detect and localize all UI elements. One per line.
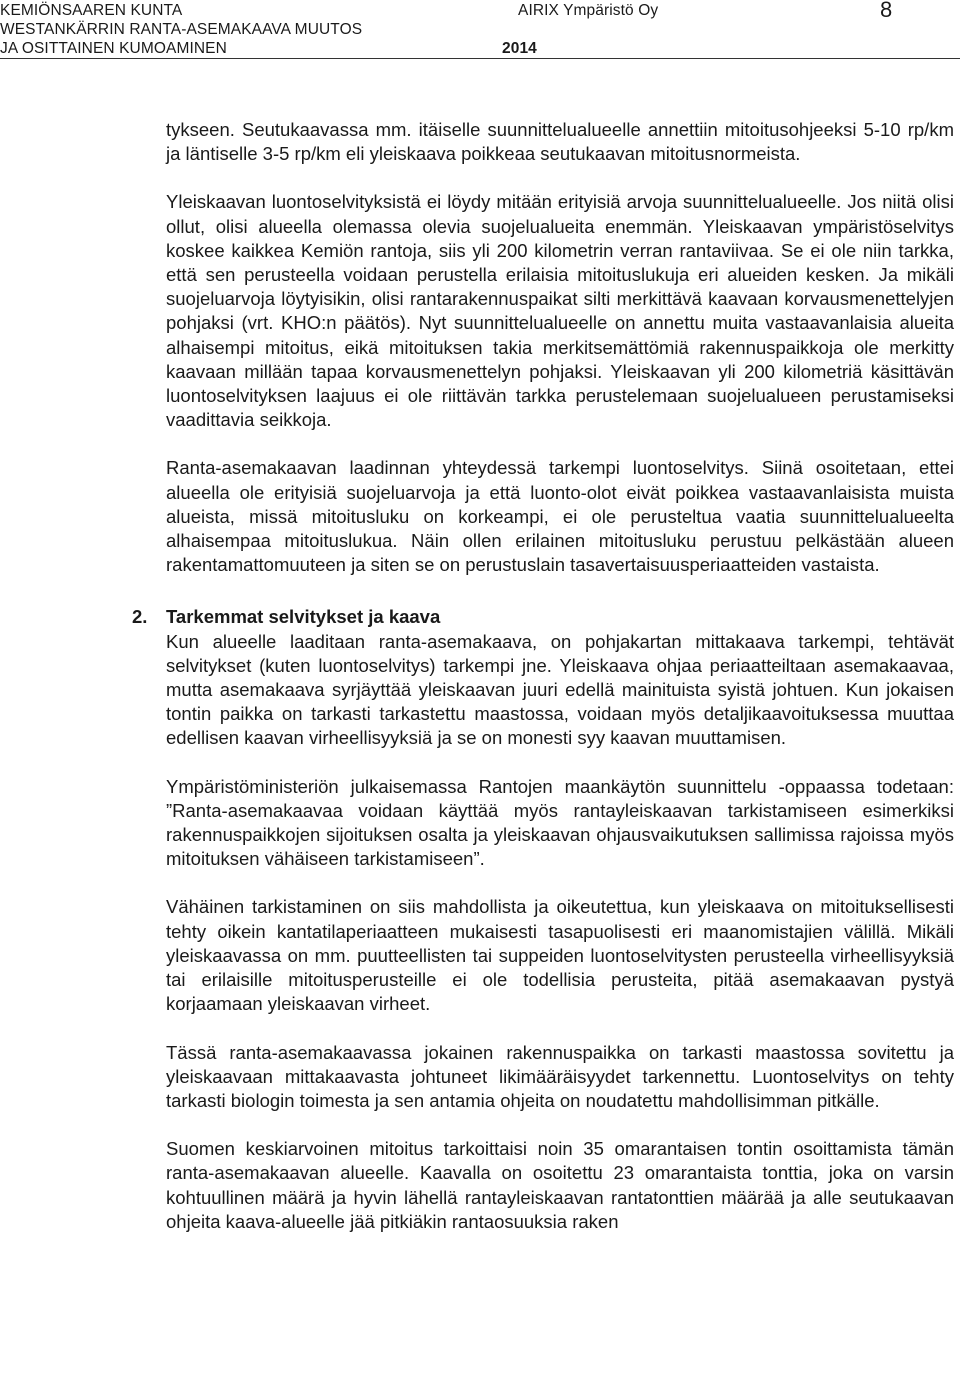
page-number: 8 <box>880 0 893 22</box>
body-paragraph: Yleiskaavan luontoselvityksistä ei löydy mitään erityisiä arvoja suunnittelualueelle. Jos niitä olisi ollut, olisi alueella olemassa olevia suojelualueita enemmän. Yleiskaavan ympäristöselvitys koskee kaikkea Kemiön rantoja, siis yli 200 kilometrin verran rantaviivaa. Se ei ole niin tarkka, että sen perusteella voidaan perustella erilaisia mitoituslukuja eri alueiden kesken. Ja mikäli suojeluarvoja löytyisikin, olisi rantarakennuspaikat silti merkittävä kaavaan korvausmenettelyjen pohjaksi (vrt. KHO:n päätös). Nyt suunnittelualueelle on annettu muita vastaavanlaisia alueita alhaisempi mitoitus, eikä mitoituksen takia merkitsemättömiä rakennuspaikkoja ole merkitty kaavaan millään tapaa korvausmenettelyn pohjaksi. Yleiskaavan yli 200 kilometriä käsittävän luontoselvityksen laajuus ei ole riittävän tarkka perustelemaan suojelualueen perustamiseksi vaadittavia seikkoja. <box>166 191 954 431</box>
body-paragraph: tykseen. Seutukaavassa mm. itäiselle suunnittelualueelle annettiin mitoitusohjeeksi 5-10 rp/km ja läntiselle 3-5 rp/km eli yleiskaava poikkeaa seutukaavan mitoitusnormeista. <box>166 119 954 165</box>
section-number: 2. <box>132 606 148 628</box>
municipality-name: KEMIÖNSAAREN KUNTA <box>0 2 183 19</box>
document-year: 2014 <box>502 40 537 57</box>
page-header <box>0 0 960 60</box>
section-paragraph: Ympäristöministeriön julkaisemassa Rantojen maankäytön suunnittelu -oppaassa todetaan: ”Ranta-asemakaavaa voidaan käyttää myös rantayleiskaavan tarkistamiseen esimerkiksi rakennuspaikkojen sijoituksen osalta ja yleiskaavan ohjausvaikutuksen sallimissa rajoissa myös mitoituksen vähäiseen tarkistamiseen”. <box>166 775 954 870</box>
consultant-name: AIRIX Ympäristö Oy <box>518 2 659 19</box>
body-paragraph: Ranta-asemakaavan laadinnan yhteydessä tarkempi luontoselvitys. Siinä osoitetaan, ettei alueella ole erityisiä suojeluarvoja ja että luonto-olot eivät poikkea vastaavanlaisista muista alueista, missä mitoitusluku on korkeampi, ei ole perusteltua vaatia suunnittelualueelta alhaisempaa mitoituslukua. Näin ollen erilainen mitoitusluku perustuu pelkästään alueen rakentamattomuuteen ja siten se on perustuslain tasavertaisuusperiaatteiden vastaista. <box>166 457 954 576</box>
section-paragraph: Vähäinen tarkistaminen on siis mahdollista ja oikeutettua, kun yleiskaava on mitoituksellisesti tehty oikein kantatilaperiaatteen mukaisesti tasapuolisesti eri maanomistajien välillä. Mikäli yleiskaavassa on mm. puutteellisten tai suppeiden luontoselvitysten perusteella virheellisyyksiä tai erilaisille mitoitusperusteille ei ole todellisia perusteita, pitää asemakaavan pystyä korjaamaan yleiskaavan virheet. <box>166 896 954 1015</box>
plan-subtitle: JA OSITTAINEN KUMOAMINEN <box>0 40 227 57</box>
plan-title: WESTANKÄRRIN RANTA-ASEMAKAAVA MUUTOS <box>0 21 363 38</box>
section-paragraph: Kun alueelle laaditaan ranta-asemakaava, on pohjakartan mittakaava tarkempi, tehtävät selvitykset (kuten luontoselvitys) tarkempi jne. Yleiskaava ohjaa periaatteiltaan asemakaavaa, mutta asemakaava syrjäyttää yleiskaavan juuri edellä mainituista syistä johtuen. Kun jokaisen tontin paikka on tarkasti tarkastettu maastossa, voidaan myös detaljikaavoituksessa muuttaa edellisen kaavan virheellisyyksiä ja se on monesti syy kaavan muuttamisen. <box>166 630 954 749</box>
section-title: Tarkemmat selvitykset ja kaava <box>166 606 441 628</box>
page-body <box>132 118 954 1234</box>
header-divider <box>0 58 960 59</box>
section-heading <box>132 605 954 629</box>
section-paragraph: Tässä ranta-asemakaavassa jokainen rakennuspaikka on tarkasti maastossa sovitettu ja yleiskaavaan mittakaavasta johtuneet likimääräisyydet tarkennettu. Luontoselvitys on tehty tarkasti biologin toimesta ja sen antamia ohjeita on noudatettu mahdollisimman pitkälle. <box>166 1041 954 1111</box>
section-paragraph: Suomen keskiarvoinen mitoitus tarkoittaisi noin 35 omarantaisen tontin osoittamista tämän ranta-asemakaavan alueelle. Kaavalla on osoitettu 23 omarantaista tonttia, joka on varsin kohtuullinen määrä ja hyvin lähellä rantayleiskaavan rantatonttien määrää ja alle seutukaavan ohjeita kaava-alueelle jää pitkiäkin rantaosuuksia raken <box>166 1138 954 1232</box>
